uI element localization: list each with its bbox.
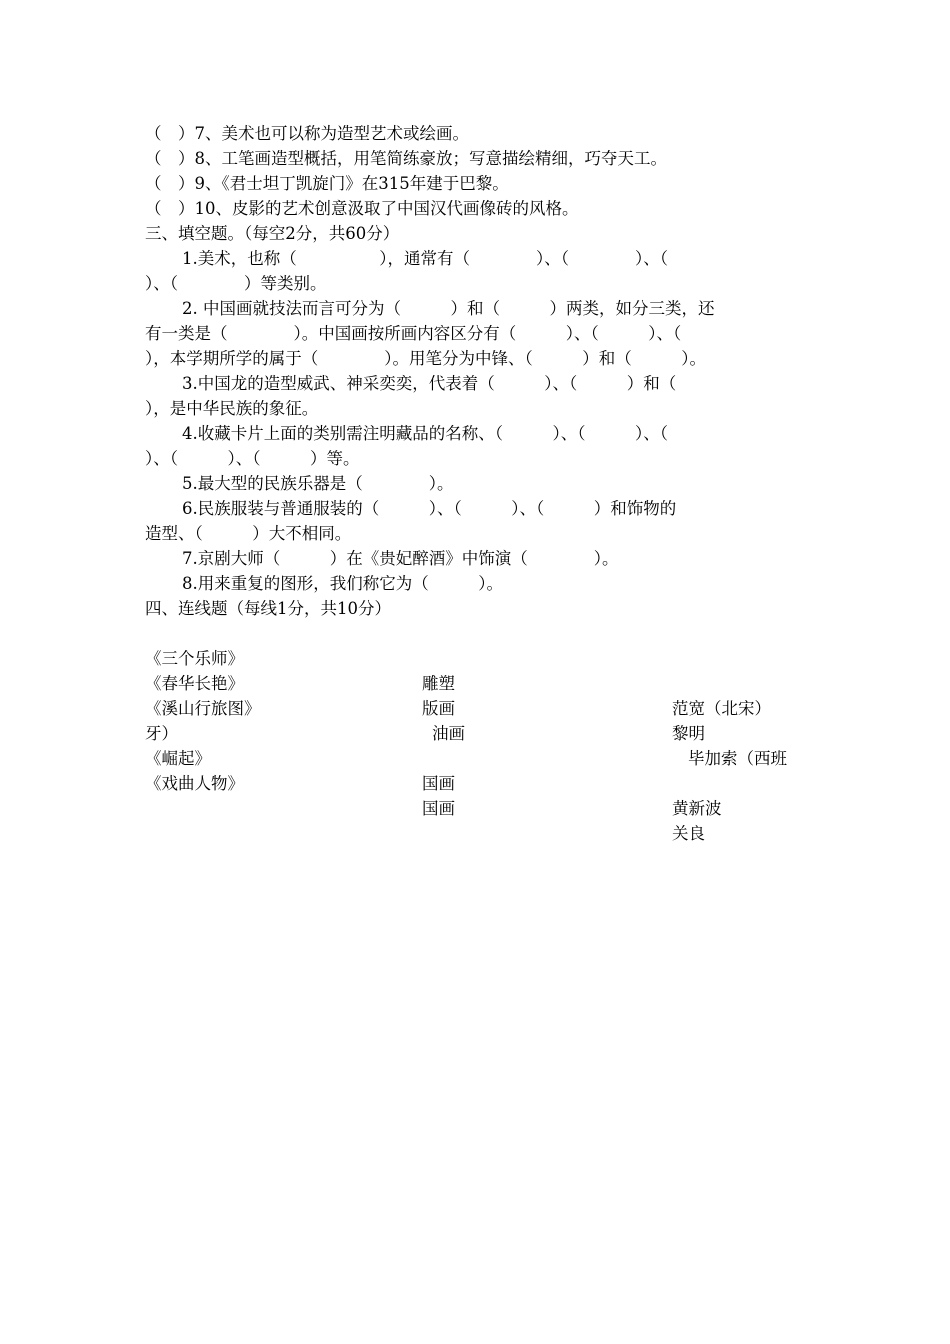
tf-question-8: （ ）8、工笔画造型概括，用笔简练豪放；写意描绘精细，巧夺天工。 xyxy=(145,149,667,168)
fill-question-1-line-2: ）、（ ）等类别。 xyxy=(145,274,327,293)
fill-question-6-line-1: 6.民族服装与普通服装的（ ）、（ ）、（ ）和饰物的 xyxy=(182,499,677,518)
matching-work: 《崛起》 xyxy=(145,749,211,768)
fill-question-7: 7.京剧大师（ ）在《贵妃醉酒》中饰演（ ）。 xyxy=(182,549,619,568)
fill-question-2-line-2: 有一类是（ ）。中国画按所画内容区分有（ ）、（ ）、（ xyxy=(145,324,682,343)
matching-work: 《三个乐师》 xyxy=(145,649,244,668)
matching-artist: 关良 xyxy=(672,824,705,843)
matching-artist: 范宽（北宋） xyxy=(672,699,771,718)
fill-question-8: 8.用来重复的图形，我们称它为（ ）。 xyxy=(182,574,503,593)
fill-question-6-line-2: 造型、（ ）大不相同。 xyxy=(145,524,352,543)
matching-work: 《春华长艳》 xyxy=(145,674,244,693)
matching-artist: 毕加索（西班 xyxy=(688,749,787,768)
tf-question-7: （ ）7、美术也可以称为造型艺术或绘画。 xyxy=(145,124,469,143)
matching-type: 国画 xyxy=(422,774,455,793)
fill-question-5: 5.最大型的民族乐器是（ ）。 xyxy=(182,474,454,493)
tf-question-9: （ ）9、《君士坦丁凯旋门》在315年建于巴黎。 xyxy=(145,174,509,193)
matching-type: 雕塑 xyxy=(422,674,455,693)
fill-question-4-line-2: ）、（ ）、（ ）等。 xyxy=(145,449,360,468)
matching-heading: 四、连线题（每线1分，共10分） xyxy=(145,599,391,618)
tf-question-10: （ ）10、皮影的艺术创意汲取了中国汉代画像砖的风格。 xyxy=(145,199,579,218)
matching-type: 油画 xyxy=(432,724,465,743)
exam-page xyxy=(145,121,810,843)
matching-work: 《溪山行旅图》 xyxy=(145,699,261,718)
fill-question-3-line-1: 3.中国龙的造型威武、神采奕奕，代表着（ ）、（ ）和（ xyxy=(182,374,677,393)
matching-work: 牙） xyxy=(145,724,178,743)
matching-artist: 黎明 xyxy=(672,724,705,743)
matching-type: 国画 xyxy=(422,799,455,818)
fill-question-3-line-2: ），是中华民族的象征。 xyxy=(145,399,319,418)
fill-question-2-line-1: 2. 中国画就技法而言可分为（ ）和（ ）两类，如分三类，还 xyxy=(182,299,715,318)
matching-type: 版画 xyxy=(422,699,455,718)
fill-blank-heading: 三、填空题。（每空2分，共60分） xyxy=(145,224,400,243)
matching-work: 《戏曲人物》 xyxy=(145,774,244,793)
fill-question-2-line-3: ），本学期所学的属于（ ）。用笔分为中锋、（ ）和（ ）。 xyxy=(145,349,706,368)
fill-question-4-line-1: 4.收藏卡片上面的类别需注明藏品的名称、（ ）、（ ）、（ xyxy=(182,424,668,443)
matching-artist: 黄新波 xyxy=(672,799,722,818)
fill-question-1-line-1: 1.美术，也称（ ），通常有（ ）、（ ）、（ xyxy=(182,249,668,268)
